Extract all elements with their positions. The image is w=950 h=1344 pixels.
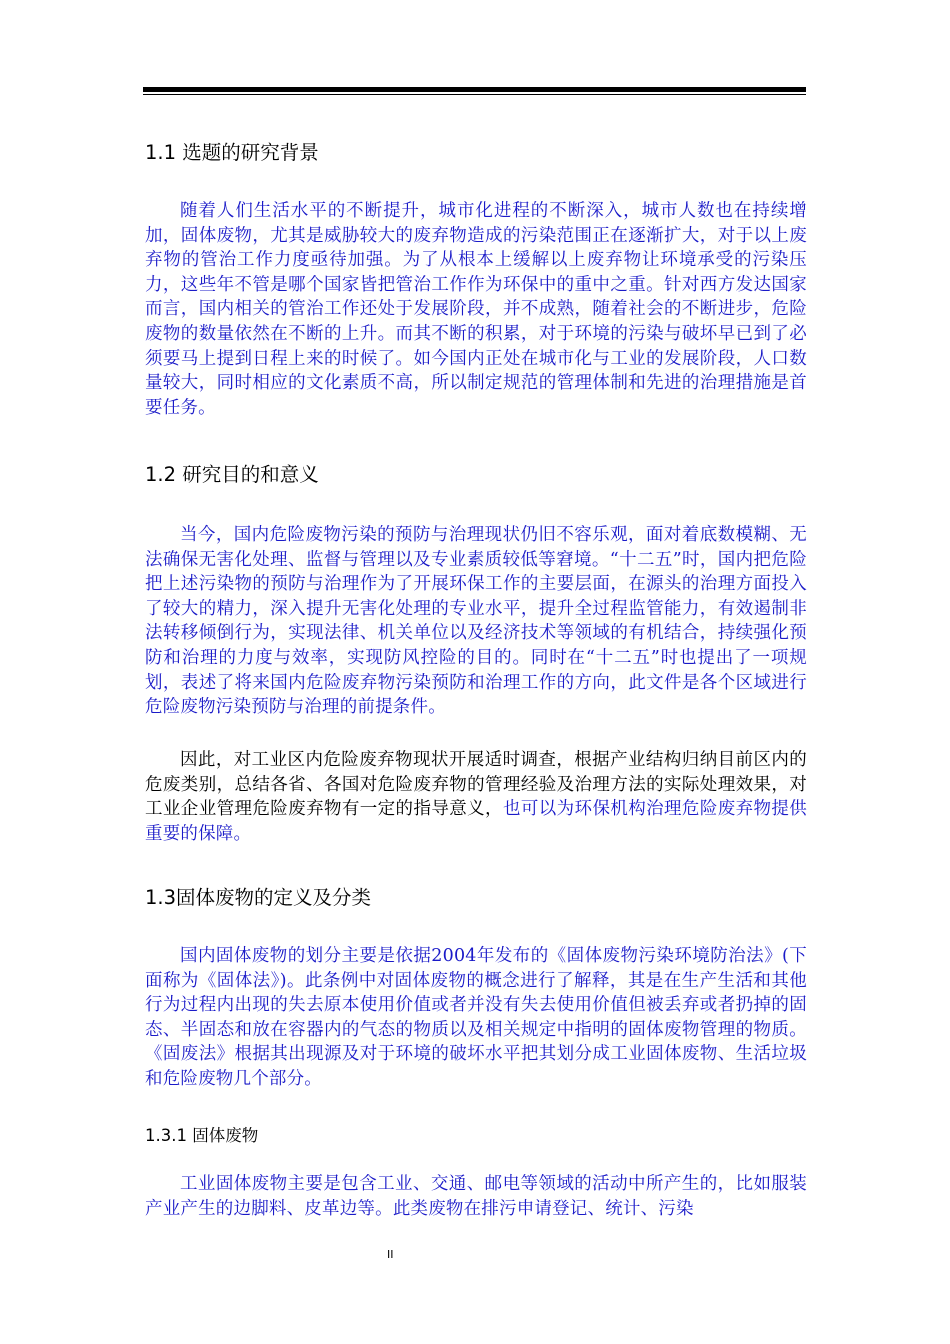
- paragraph-solid-waste-part2: 此类废物在排污申请登记、统计、污染: [392, 1198, 694, 1219]
- section-heading-1-1: 1.1 选题的研究背景: [145, 141, 319, 164]
- paragraph-research-background: 随着人们生活水平的不断提升，城市化进程的不断深入，城市人数也在持续增加，固体废物，尤其是威胁较大的废弃物造成的污染范围正在逐渐扩大，对于以上废弃物的管治工作力度亟待加强。为了从根本上缓解以上废弃物让环境承受的污染压力，这些年不管是哪个国家皆把管治工作作为环保中的重中之重。针对西方发达国家而言，国内相关的管治工作还处于发展阶段，并不成熟，随着社会的不断进步，危险废物的数量依然在不断的上升。而其不断的积累，对于环境的污染与破坏早已到了必须要马上提到日程上来的时候了。如今国内正处在城市化与工业的发展阶段，人口数量较大，同时相应的文化素质不高，所以制定规范的管理体制和先进的治理措施是首要任务。: [145, 201, 807, 418]
- paragraph-definition: 国内固体废物的划分主要是依据2004年发布的《固体废物污染环境防治法》(下面称为《固体法》)。此条例中对固体废物的概念进行了解释，其是在生产生活和其他行为过程内出现的失去原本使用价值或者并没有失去使用价值但被丢弃或者扔掉的固态、半固态和放在容器内的气态的物质以及相关规定中指明的固体废物管理的物质。《固废法》根据其出现源及对于环境的破坏水平把其划分成工业固体废物、生活垃圾和危险废物几个部分。: [145, 946, 807, 1089]
- paragraph-purpose-2-black: 因此，对工业区内危险废弃物现状开展适时调查，根据产业结构归纳目前区内的危废类别，总结各省、各国对危险废弃物的管理经验及治理方法的实际处理效果，对工业企业管理危险废弃物有一定的指导意义，: [145, 750, 807, 820]
- header-rule-thick: [143, 87, 806, 92]
- section-heading-1-2: 1.2 研究目的和意义: [145, 463, 319, 486]
- paragraph-solid-waste: [145, 1172, 807, 1221]
- header-rule-thin: [143, 94, 806, 95]
- paragraph-purpose-2: [145, 748, 807, 846]
- paragraph-purpose-2-blue: 也可以为环保机构治理危险废弃物提供重要的保障。: [145, 799, 808, 844]
- paragraph-purpose-1: 当今，国内危险废物污染的预防与治理现状仍旧不容乐观，面对着底数模糊、无法确保无害化处理、监督与管理以及专业素质较低等窘境。“十二五”时，国内把危险把上述污染物的预防与治理作为了开展环保工作的主要层面，在源头的治理方面投入了较大的精力，深入提升无害化处理的专业水平，提升全过程监管能力，有效遏制非法转移倾倒行为，实现法律、机关单位以及经济技术等领域的有机结合，持续强化预防和治理的力度与效率，实现防风控险的目的。同时在“十二五”时也提出了一项规划，表述了将来国内危险废弃物污染预防和治理工作的方向，此文件是各个区域进行危险废物污染预防与治理的前提条件。: [145, 525, 807, 718]
- page-number: II: [387, 1248, 394, 1261]
- section-heading-1-3: 1.3固体废物的定义及分类: [145, 886, 372, 909]
- paragraph-solid-waste-part1: 工业固体废物主要是包含工业、交通、邮电等领域的活动中所产生的，比如服装产业产生的边脚料、皮革边等。: [145, 1174, 807, 1219]
- section-heading-1-3-1: 1.3.1 固体废物: [145, 1126, 259, 1145]
- header-rule: [143, 87, 806, 95]
